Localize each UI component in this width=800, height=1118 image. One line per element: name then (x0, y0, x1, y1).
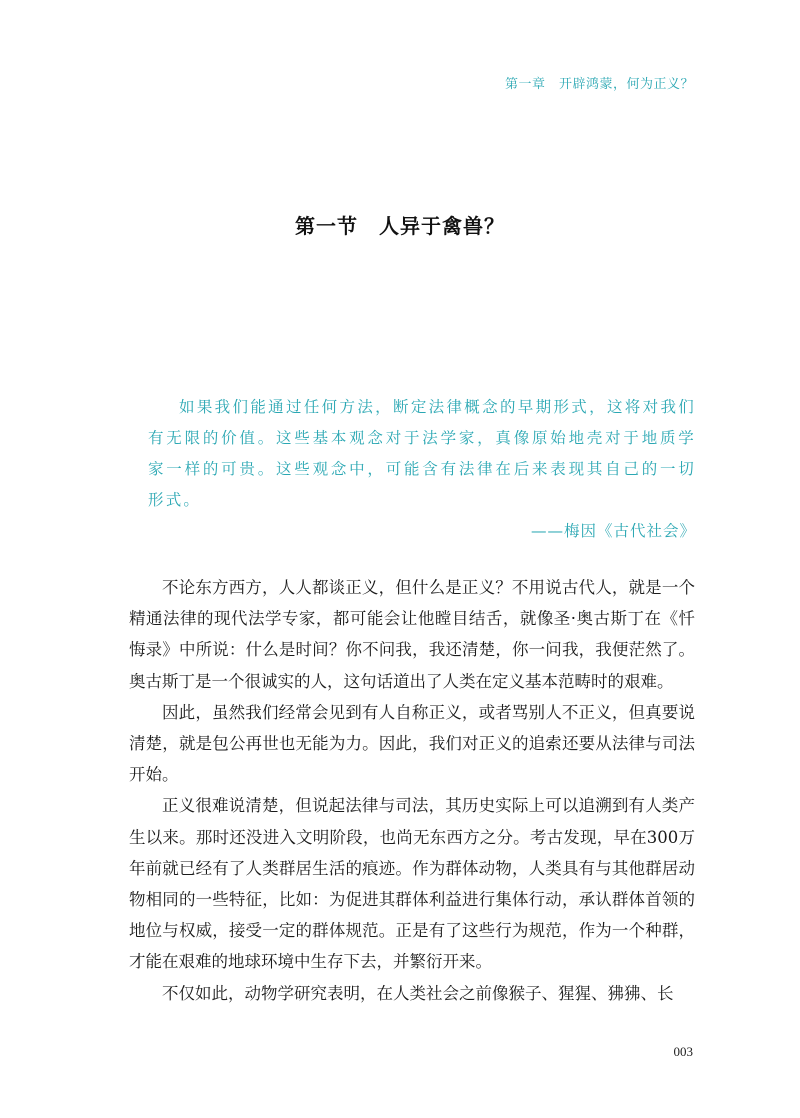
body-paragraph: 正义很难说清楚，但说起法律与司法，其历史实际上可以追溯到有人类产生以来。那时还没进入文明阶段，也尚无东西方之分。考古发现，早在300万年前就已经有了人类群居生活的痕迹。作为群体动物，人类具有与其他群居动物相同的一些特征，比如：为促进其群体利益进行集体行动，承认群体首领的地位与权威，接受一定的群体规范。正是有了这些行为规范，作为一个种群，才能在艰难的地球环境中生存下去，并繁衍开来。 (129, 796, 695, 972)
epigraph-quote (148, 392, 696, 547)
running-header-chapter: 第一章 开辟鸿蒙，何为正义？ (504, 77, 694, 92)
epigraph-source: ——梅因《古代社会》 (530, 522, 696, 540)
body-text (129, 572, 695, 1009)
page-number: 003 (673, 1044, 693, 1059)
section-title: 第一节 人异于禽兽？ (295, 214, 505, 238)
body-paragraph: 不仅如此，动物学研究表明，在人类社会之前像猴子、猩猩、狒狒、长 (162, 983, 674, 1003)
body-paragraph: 不论东方西方，人人都谈正义，但什么是正义？不用说古代人，就是一个精通法律的现代法学专家，都可能会让他瞠目结舌，就像圣·奥古斯丁在《忏悔录》中所说：什么是时间？你不问我，我还清楚，你一问我，我便茫然了。奥古斯丁是一个很诚实的人，这句话道出了人类在定义基本范畴时的艰难。 (129, 578, 695, 691)
epigraph-text: 如果我们能通过任何方法，断定法律概念的早期形式，这将对我们有无限的价值。这些基本观念对于法学家，真像原始地壳对于地质学家一样的可贵。这些观念中，可能含有法律在后来表现其自己的一切形式。 (148, 398, 696, 509)
body-paragraph: 因此，虽然我们经常会见到有人自称正义，或者骂别人不正义，但真要说清楚，就是包公再世也无能为力。因此，我们对正义的追索还要从法律与司法开始。 (129, 702, 695, 785)
